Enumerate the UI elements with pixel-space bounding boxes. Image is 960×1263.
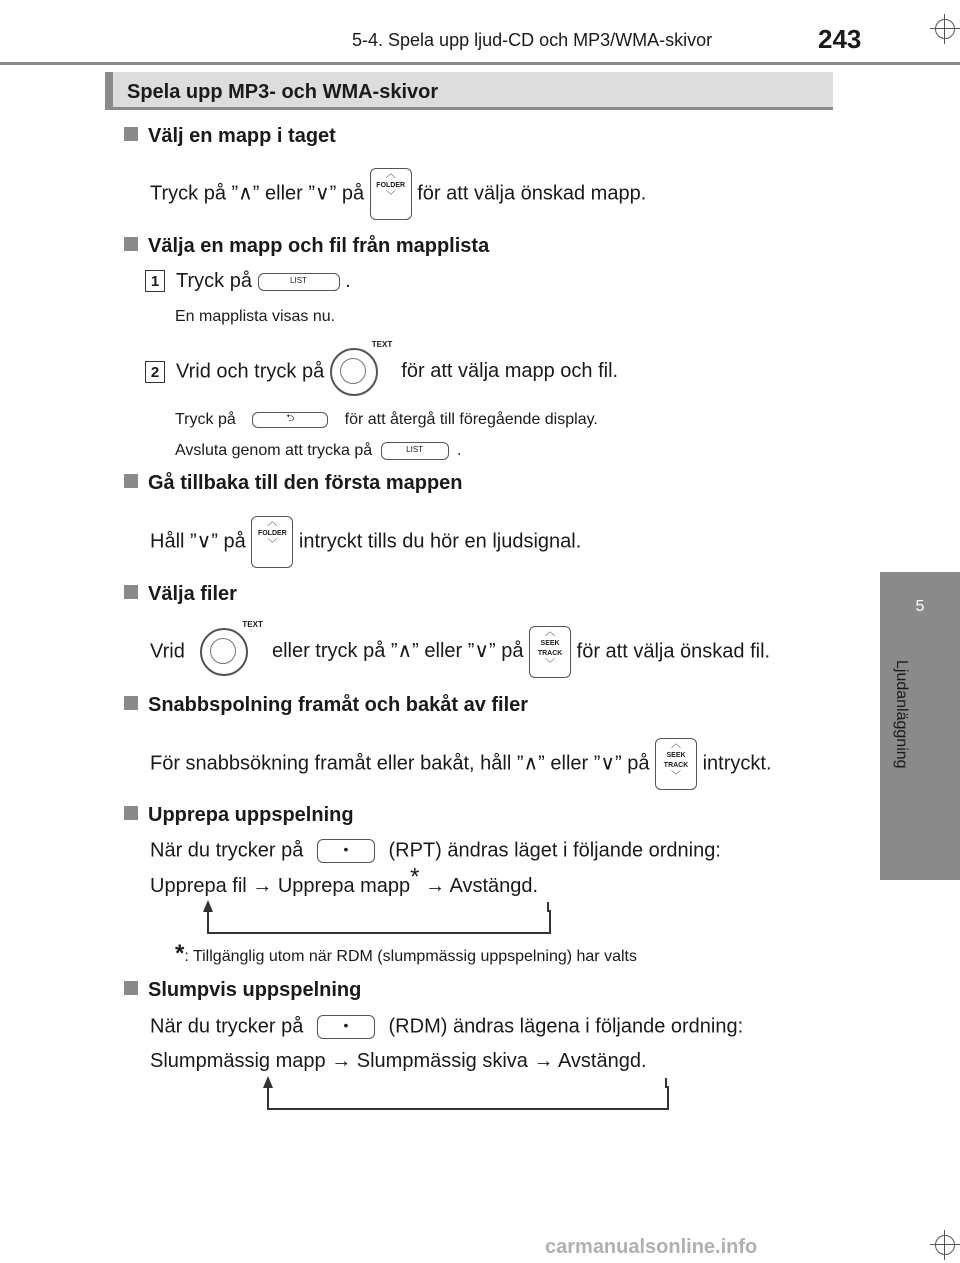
bullet-square-icon bbox=[124, 127, 138, 141]
seek-track-button-icon: ︿ SEEK TRACK ﹀ bbox=[529, 626, 571, 678]
preset-button-icon: • bbox=[317, 1015, 375, 1039]
tune-knob-icon: TEXT bbox=[330, 348, 378, 396]
section-banner: Spela upp MP3- och WMA-skivor bbox=[105, 72, 833, 110]
bullet-square-icon bbox=[124, 981, 138, 995]
note-line: Tryck på ⮌ för att återgå till föregående display. bbox=[175, 411, 598, 428]
section-heading: Välja en mapp och fil från mapplista bbox=[124, 235, 489, 258]
preset-button-icon: • bbox=[317, 839, 375, 863]
bullet-square-icon bbox=[124, 696, 138, 710]
instruction-line: Vrid och tryck på TEXT för att välja mapp och fil. bbox=[176, 348, 618, 396]
back-button-icon: ⮌ bbox=[252, 412, 328, 428]
step-number: 2 bbox=[145, 361, 165, 383]
bullet-square-icon bbox=[124, 806, 138, 820]
footnote: *: Tillgänglig utom när RDM (slumpmässig uppspelning) har valts bbox=[175, 940, 637, 967]
note-line: En mapplista visas nu. bbox=[175, 308, 336, 325]
loop-line bbox=[207, 910, 551, 934]
seek-track-button-icon: ︿ SEEK TRACK ﹀ bbox=[655, 738, 697, 790]
instruction-line: När du trycker på • (RPT) ändras läget i följande ordning: bbox=[150, 839, 721, 862]
section-heading: Snabbspolning framåt och bakåt av filer bbox=[124, 694, 528, 717]
loop-line bbox=[267, 1086, 669, 1110]
loop-line bbox=[547, 902, 549, 912]
mode-cycle: Slumpmässig mapp → Slumpmässig skiva → Avstängd. bbox=[150, 1050, 647, 1072]
instruction-line: För snabbsökning framåt eller bakåt, håll ”∧” eller ”∨” på ︿ SEEK TRACK ﹀ intryckt. bbox=[150, 738, 772, 790]
section-heading: Välja filer bbox=[124, 583, 237, 606]
bullet-square-icon bbox=[124, 237, 138, 251]
instruction-line: När du trycker på • (RDM) ändras lägena i följande ordning: bbox=[150, 1015, 744, 1038]
instruction-line: Håll ”∨” på ︿ FOLDER ﹀ intryckt tills du hör en ljudsignal. bbox=[150, 516, 581, 568]
page-number: 243 bbox=[818, 24, 862, 54]
step-number: 1 bbox=[145, 270, 165, 292]
chapter-label: Ljudanläggning bbox=[893, 660, 910, 769]
tune-knob-icon: TEXT bbox=[200, 628, 248, 676]
crop-mark-icon bbox=[930, 14, 960, 44]
section-heading: Gå tillbaka till den första mappen bbox=[124, 472, 463, 495]
header-rule bbox=[0, 62, 960, 65]
section-heading: Slumpvis uppspelning bbox=[124, 979, 361, 1002]
section-heading: Välj en mapp i taget bbox=[124, 125, 336, 148]
arrow-right-icon: → bbox=[533, 1050, 554, 1072]
arrow-right-icon: → bbox=[331, 1050, 352, 1072]
folder-button-icon: ︿ FOLDER ﹀ bbox=[251, 516, 293, 568]
instruction-line: Tryck på LIST . bbox=[176, 270, 351, 292]
section-heading: Upprepa uppspelning bbox=[124, 804, 354, 827]
chapter-number: 5 bbox=[915, 598, 925, 615]
list-button-icon: LIST bbox=[381, 442, 449, 460]
folder-button-icon: ︿ FOLDER ﹀ bbox=[370, 168, 412, 220]
loop-line bbox=[665, 1078, 667, 1088]
watermark: carmanualsonline.info bbox=[545, 1236, 758, 1258]
instruction-line: Vrid TEXT eller tryck på ”∧” eller ”∨” på ︿ SEEK TRACK ﹀ för att välja önskad fil. bbox=[150, 626, 770, 678]
list-button-icon: LIST bbox=[258, 273, 340, 291]
mode-cycle: Upprepa fil → Upprepa mapp* → Avstängd. bbox=[150, 863, 539, 897]
arrow-right-icon: → bbox=[425, 875, 446, 897]
arrow-right-icon: → bbox=[252, 875, 273, 897]
instruction-line: Tryck på ”∧” eller ”∨” på ︿ FOLDER ﹀ för att välja önskad mapp. bbox=[150, 168, 646, 220]
crop-mark-icon bbox=[930, 1230, 960, 1260]
note-line: Avsluta genom att trycka på LIST . bbox=[175, 442, 462, 460]
running-header: 5-4. Spela upp ljud-CD och MP3/WMA-skivor bbox=[352, 30, 713, 50]
chapter-tab bbox=[880, 572, 960, 650]
bullet-square-icon bbox=[124, 474, 138, 488]
bullet-square-icon bbox=[124, 585, 138, 599]
